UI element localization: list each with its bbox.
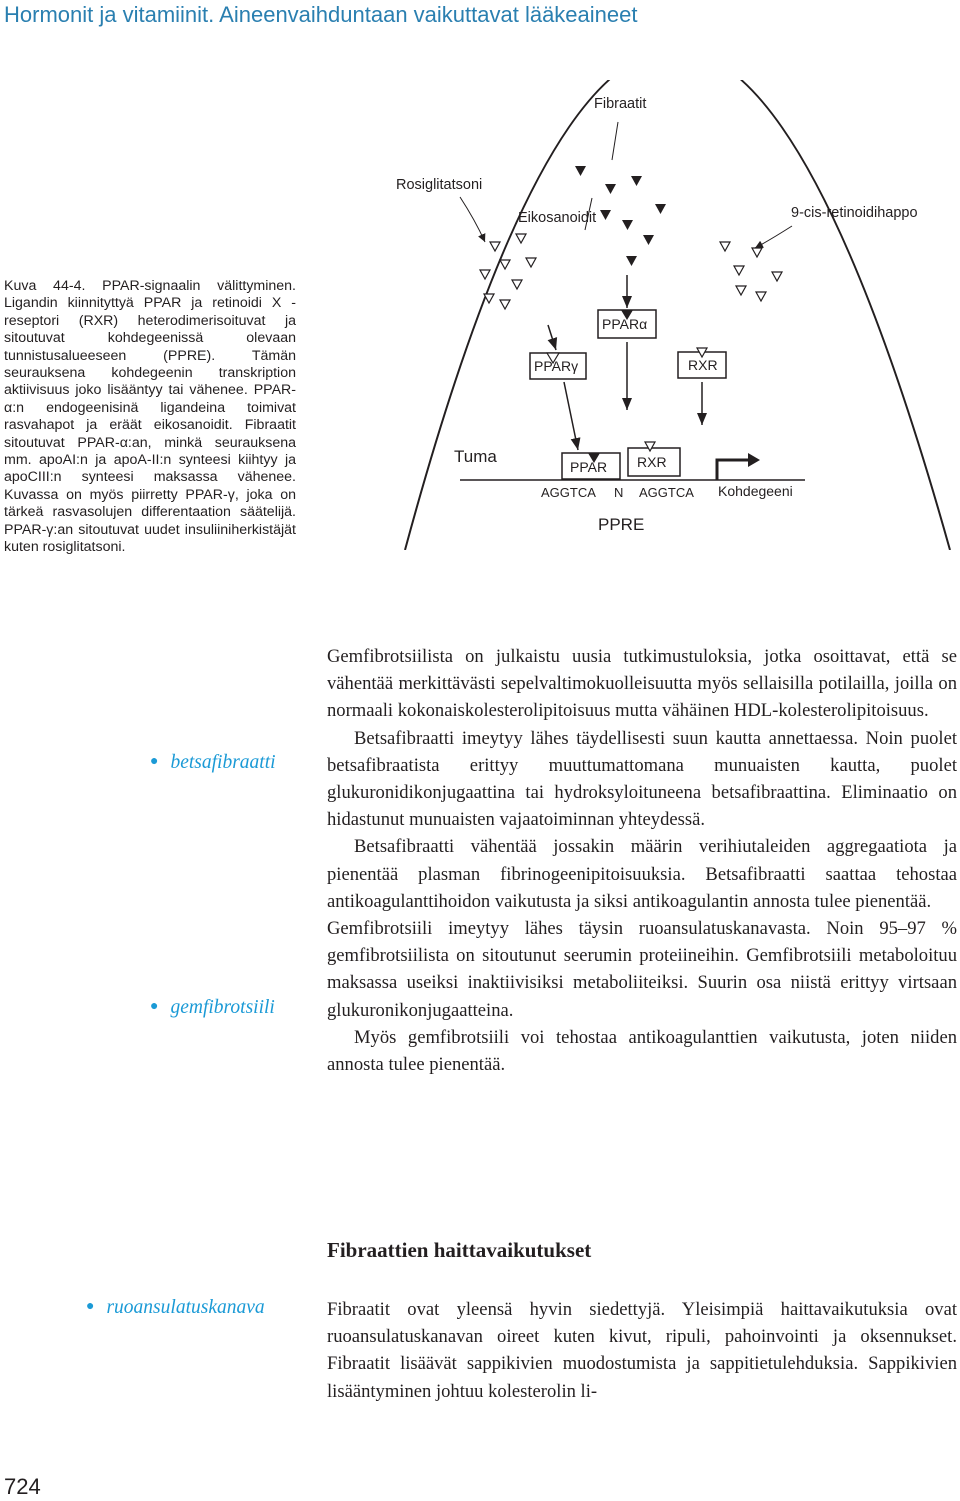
section-heading: Fibraattien haittavaikutukset <box>327 1238 592 1262</box>
label-tuma: Tuma <box>454 447 497 466</box>
bullet-icon: ● <box>86 1299 95 1314</box>
label-fibraatit: Fibraatit <box>594 96 647 112</box>
bullet-icon: ● <box>150 999 159 1014</box>
retinoidihappo-leader <box>755 226 792 248</box>
label-ppre: PPRE <box>598 515 645 534</box>
label-ppar-alpha: PPARα <box>602 316 648 332</box>
bullet-icon: ● <box>150 754 159 769</box>
label-kohdegeeni: Kohdegeeni <box>718 483 793 499</box>
retinoidihappo-molecules <box>720 242 782 301</box>
label-rxr-top: RXR <box>688 357 718 373</box>
label-retinoidihappo: 9-cis-retinoidihappo <box>791 205 918 221</box>
transcription-start-arrow <box>717 460 750 480</box>
paragraph: Betsafibraatti vähentää jossakin määrin verihiutaleiden aggregaatiota ja pienentää plasman fibrinogeenipitoisuuksia. Betsafibraatti saattaa tehostaa antikoagulanttihoidon vaikutusta ja siksi antikoagulantin annosta tulee pienentää. <box>327 836 957 912</box>
arrow-ppar-gamma-to-ppar <box>564 382 578 450</box>
label-aggtca-right: AGGTCA <box>639 485 694 500</box>
label-rxr-bottom: RXR <box>637 454 667 470</box>
rosiglitatsoni-leader <box>460 197 485 242</box>
paragraph: Gemfibrotsiilista on julkaistu uusia tutkimustuloksia, jotka osoittavat, että se vähentää merkittävästi sepelvaltimokuolleisuutta myös sellaisilla potilailla, joilla on normaali kokonaiskolesterolipitoisuus mutta vähäinen HDL-kolesterolipitoisuus. <box>327 646 957 722</box>
paragraph: Betsafibraatti imeytyy lähes täydellisesti suun kautta annettaessa. Noin puolet betsafibraatista erittyy muuttumattomana munuaisten kautta, puolet glukuronidikonjugaattina tai hydroksyloituneena betsafibraattina. Eliminaatio on hidastunut munuaisten vajaatoiminnan yhteydessä. <box>327 727 957 831</box>
ppar-signaling-figure <box>330 80 960 550</box>
label-ppar-gamma: PPARγ <box>534 358 579 374</box>
running-header: Hormonit ja vitamiinit. Aineenvaihduntaan vaikuttavat lääkeaineet <box>4 2 638 27</box>
fibraatit-leader <box>612 122 618 160</box>
section-text <box>327 1296 957 1405</box>
arrow-ligand-to-ppar-gamma <box>548 325 556 350</box>
label-ppar: PPAR <box>570 459 608 475</box>
margin-term-betsafibraatti: ● betsafibraatti <box>150 752 276 773</box>
margin-term-ruoansulatuskanava: ● ruoansulatuskanava <box>86 1297 265 1318</box>
page-number: 724 <box>4 1474 41 1499</box>
figure-drawing <box>330 80 960 550</box>
label-n: N <box>614 485 624 500</box>
paragraph: Gemfibrotsiili imeytyy lähes täysin ruoansulatuskanavasta. Noin 95–97 % gemfibrotsiilista on sitoutunut seerumin proteiineihin. Gemfibrotsiili metaboloituu maksassa useiksi inaktiivisiksi metaboliiteiksi. Suurin osa niistä erittyy virtsaan glukuronikonjugaatteina. <box>327 918 957 1021</box>
margin-term-gemfibrotsiili: ● gemfibrotsiili <box>150 997 275 1018</box>
paragraph: Fibraatit ovat yleensä hyvin siedettyjä. Yleisimpiä haittavaikutuksia ovat ruoansulatuskanavan oireet kuten kivut, ripuli, pahoinvointi ja oksennukset. Fibraatit lisäävät sappikivien muodostumista ja sappitietulehduksia. Sappikivien lisääntyminen johtuu kolesterolin li- <box>327 1299 957 1402</box>
label-eikosanoidit: Eikosanoidit <box>518 210 597 226</box>
ligand-molecules-left <box>480 234 536 309</box>
figure-caption: Kuva 44-4. PPAR-signaalin välittyminen. Ligandin kiinnityttyä PPAR ja retinoidi X -reseptori (RXR) heterodimerisoituvat ja sitoutuvat kohdegeenissä olevaan tunnistusalueeseen (PPRE). Tämän seurauksena kohdegeenin transkription aktiivisuus joko lisääntyy tai vähenee. PPAR-α:n endogeenisinä ligandeina toimivat rasvahapot ja eräät eikosanoidit. Fibraatit sitoutuvat PPAR-α:an, minkä seurauksena mm. apoAI:n ja apoA-II:n synteesi kiihtyy ja apoCIII:n synteesi maksassa vähenee. Kuvassa on myös piirretty PPAR-γ, joka on tärkeä rasvasolujen differentaation säätelijä. PPAR-γ:an sitoutuvat uudet insuliiniherkistäjät kuten rosiglitatsoni. <box>4 278 296 556</box>
label-rosiglitatsoni: Rosiglitatsoni <box>396 177 483 193</box>
label-aggtca-left: AGGTCA <box>541 485 596 500</box>
body-text <box>327 643 957 1078</box>
paragraph: Myös gemfibrotsiili voi tehostaa antikoagulanttien vaikutusta, joten niiden annosta tulee pienentää. <box>327 1026 957 1076</box>
